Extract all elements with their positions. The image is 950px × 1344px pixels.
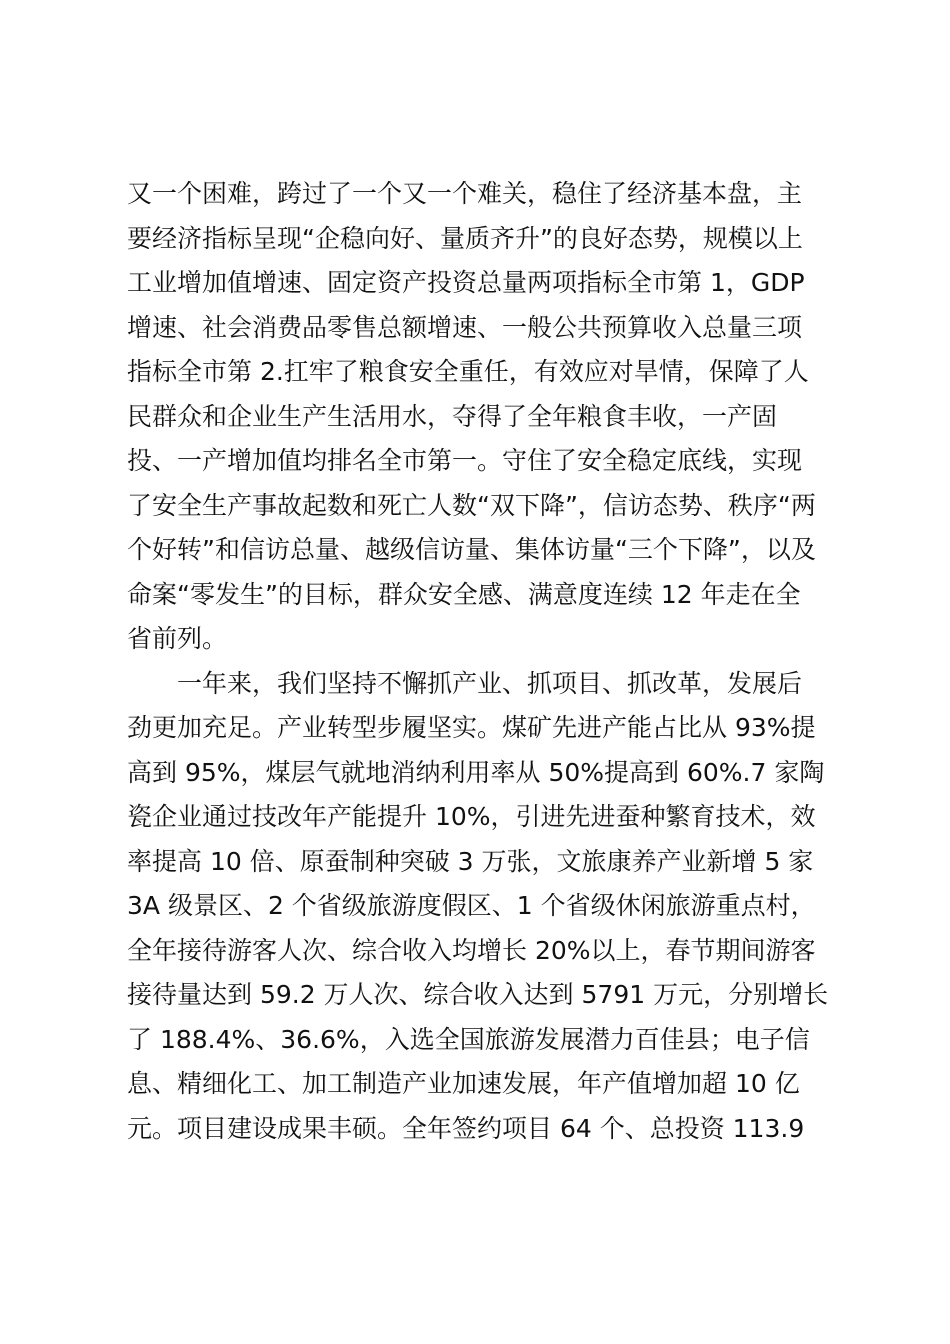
text-line: 率提高 10 倍、原蚕制种突破 3 万张，文旅康养产业新增 5 家 bbox=[127, 846, 814, 876]
text-line: 民群众和企业生产生活用水，夺得了全年粮食丰收，一产固 bbox=[127, 401, 778, 431]
text-line: 指标全市第 2.扛牢了粮食安全重任，有效应对旱情，保障了人 bbox=[127, 357, 809, 386]
text-line: 瓷企业通过技改年产能提升 10%，引进先进蚕种繁育技术，效 bbox=[127, 802, 816, 831]
text-line: 工业增加值增速、固定资产投资总量两项指标全市第 1，GDP bbox=[127, 268, 805, 297]
text-line: 又一个困难，跨过了一个又一个难关，稳住了经济基本盘，主 bbox=[127, 179, 803, 208]
text-line: 高到 95%，煤层气就地消纳利用率从 50%提高到 60%.7 家陶 bbox=[127, 757, 825, 787]
text-line: 一年来，我们坚持不懈抓产业、抓项目、抓改革，发展后 bbox=[127, 668, 803, 698]
paragraph-1 bbox=[127, 172, 831, 662]
text-line: 劲更加充足。产业转型步履坚实。煤矿先进产能占比从 93%提 bbox=[127, 713, 816, 742]
text-line: 全年接待游客人次、综合收入均增长 20%以上，春节期间游客 bbox=[127, 935, 816, 965]
text-line: 了安全生产事故起数和死亡人数“双下降”，信访态势、秩序“两 bbox=[127, 490, 816, 520]
text-line: 投、一产增加值均排名全市第一。守住了安全稳定底线，实现 bbox=[127, 446, 803, 475]
text-line: 接待量达到 59.2 万人次、综合收入达到 5791 万元，分别增长 bbox=[127, 980, 829, 1009]
text-line: 元。项目建设成果丰硕。全年签约项目 64 个、总投资 113.9 bbox=[127, 1113, 805, 1143]
paragraph-2 bbox=[127, 662, 831, 1152]
text-line: 要经济指标呈现“企稳向好、量质齐升”的良好态势，规模以上 bbox=[127, 223, 803, 253]
text-line: 3A 级景区、2 个省级旅游度假区、1 个省级休闲旅游重点村， bbox=[127, 891, 816, 920]
text-line: 增速、社会消费品零售总额增速、一般公共预算收入总量三项 bbox=[127, 312, 803, 342]
text-line: 省前列。 bbox=[127, 624, 228, 653]
text-line: 命案“零发生”的目标，群众安全感、满意度连续 12 年走在全 bbox=[127, 579, 801, 609]
body-text bbox=[127, 172, 831, 1151]
text-line: 个好转”和信访总量、越级信访量、集体访量“三个下降”，以及 bbox=[127, 535, 816, 564]
text-line: 息、精细化工、加工制造产业加速发展，年产值增加超 10 亿 bbox=[127, 1069, 800, 1098]
text-line: 了 188.4%、36.6%，入选全国旅游发展潜力百佳县；电子信 bbox=[127, 1024, 810, 1054]
